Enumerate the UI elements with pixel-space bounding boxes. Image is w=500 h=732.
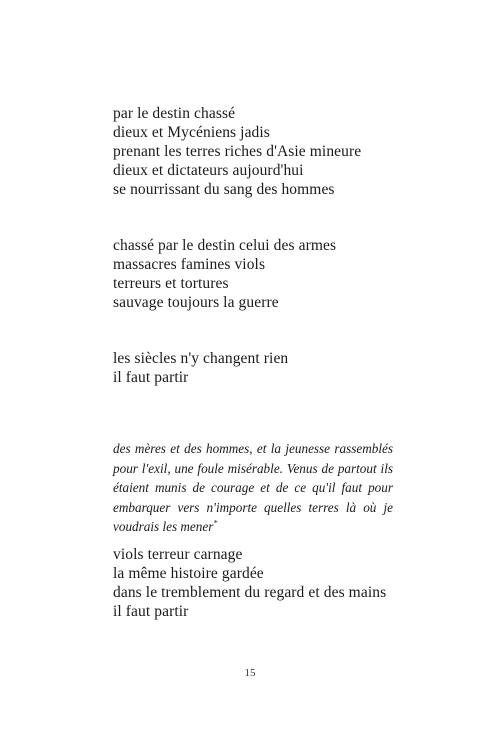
page-number: 15 [244,667,256,679]
stanza-3 [113,349,413,387]
verse-line: les siècles n'y changent rien [113,350,289,367]
verse-line: prenant les terres riches d'Asie mineure [113,143,362,160]
verse-line: chassé par le destin celui des armes [113,237,337,254]
stanza-1 [113,104,413,199]
verse-line: par le destin chassé [113,105,236,122]
verse-line: sauvage toujours la guerre [113,294,279,311]
quotation-text: des mères et des hommes, et la jeunesse rassemblés pour l'exil, une foule misérable. Venus de partout ils étaient munis de courage et de ce qu'il faut pour embarquer vers n'importe quelles terres là où je voudrais les mener [113,441,393,535]
verse-line: la même histoire gardée [113,565,264,582]
verse-line: massacres famines viols [113,256,266,273]
stanza-2 [113,236,413,312]
verse-line: viols terreur carnage [113,546,243,563]
italic-quotation [113,439,393,537]
footnote-mark: * [213,518,218,528]
verse-line: dieux et dictateurs aujourd'hui [113,162,304,179]
verse-line: terreurs et tortures [113,275,229,292]
verse-line: dans le tremblement du regard et des mains [113,584,387,601]
stanza-4 [113,545,413,621]
verse-line: il faut partir [113,369,189,386]
verse-line: dieux et Mycéniens jadis [113,124,270,141]
verse-line: il faut partir [113,603,189,620]
verse-line: se nourrissant du sang des hommes [113,181,335,198]
